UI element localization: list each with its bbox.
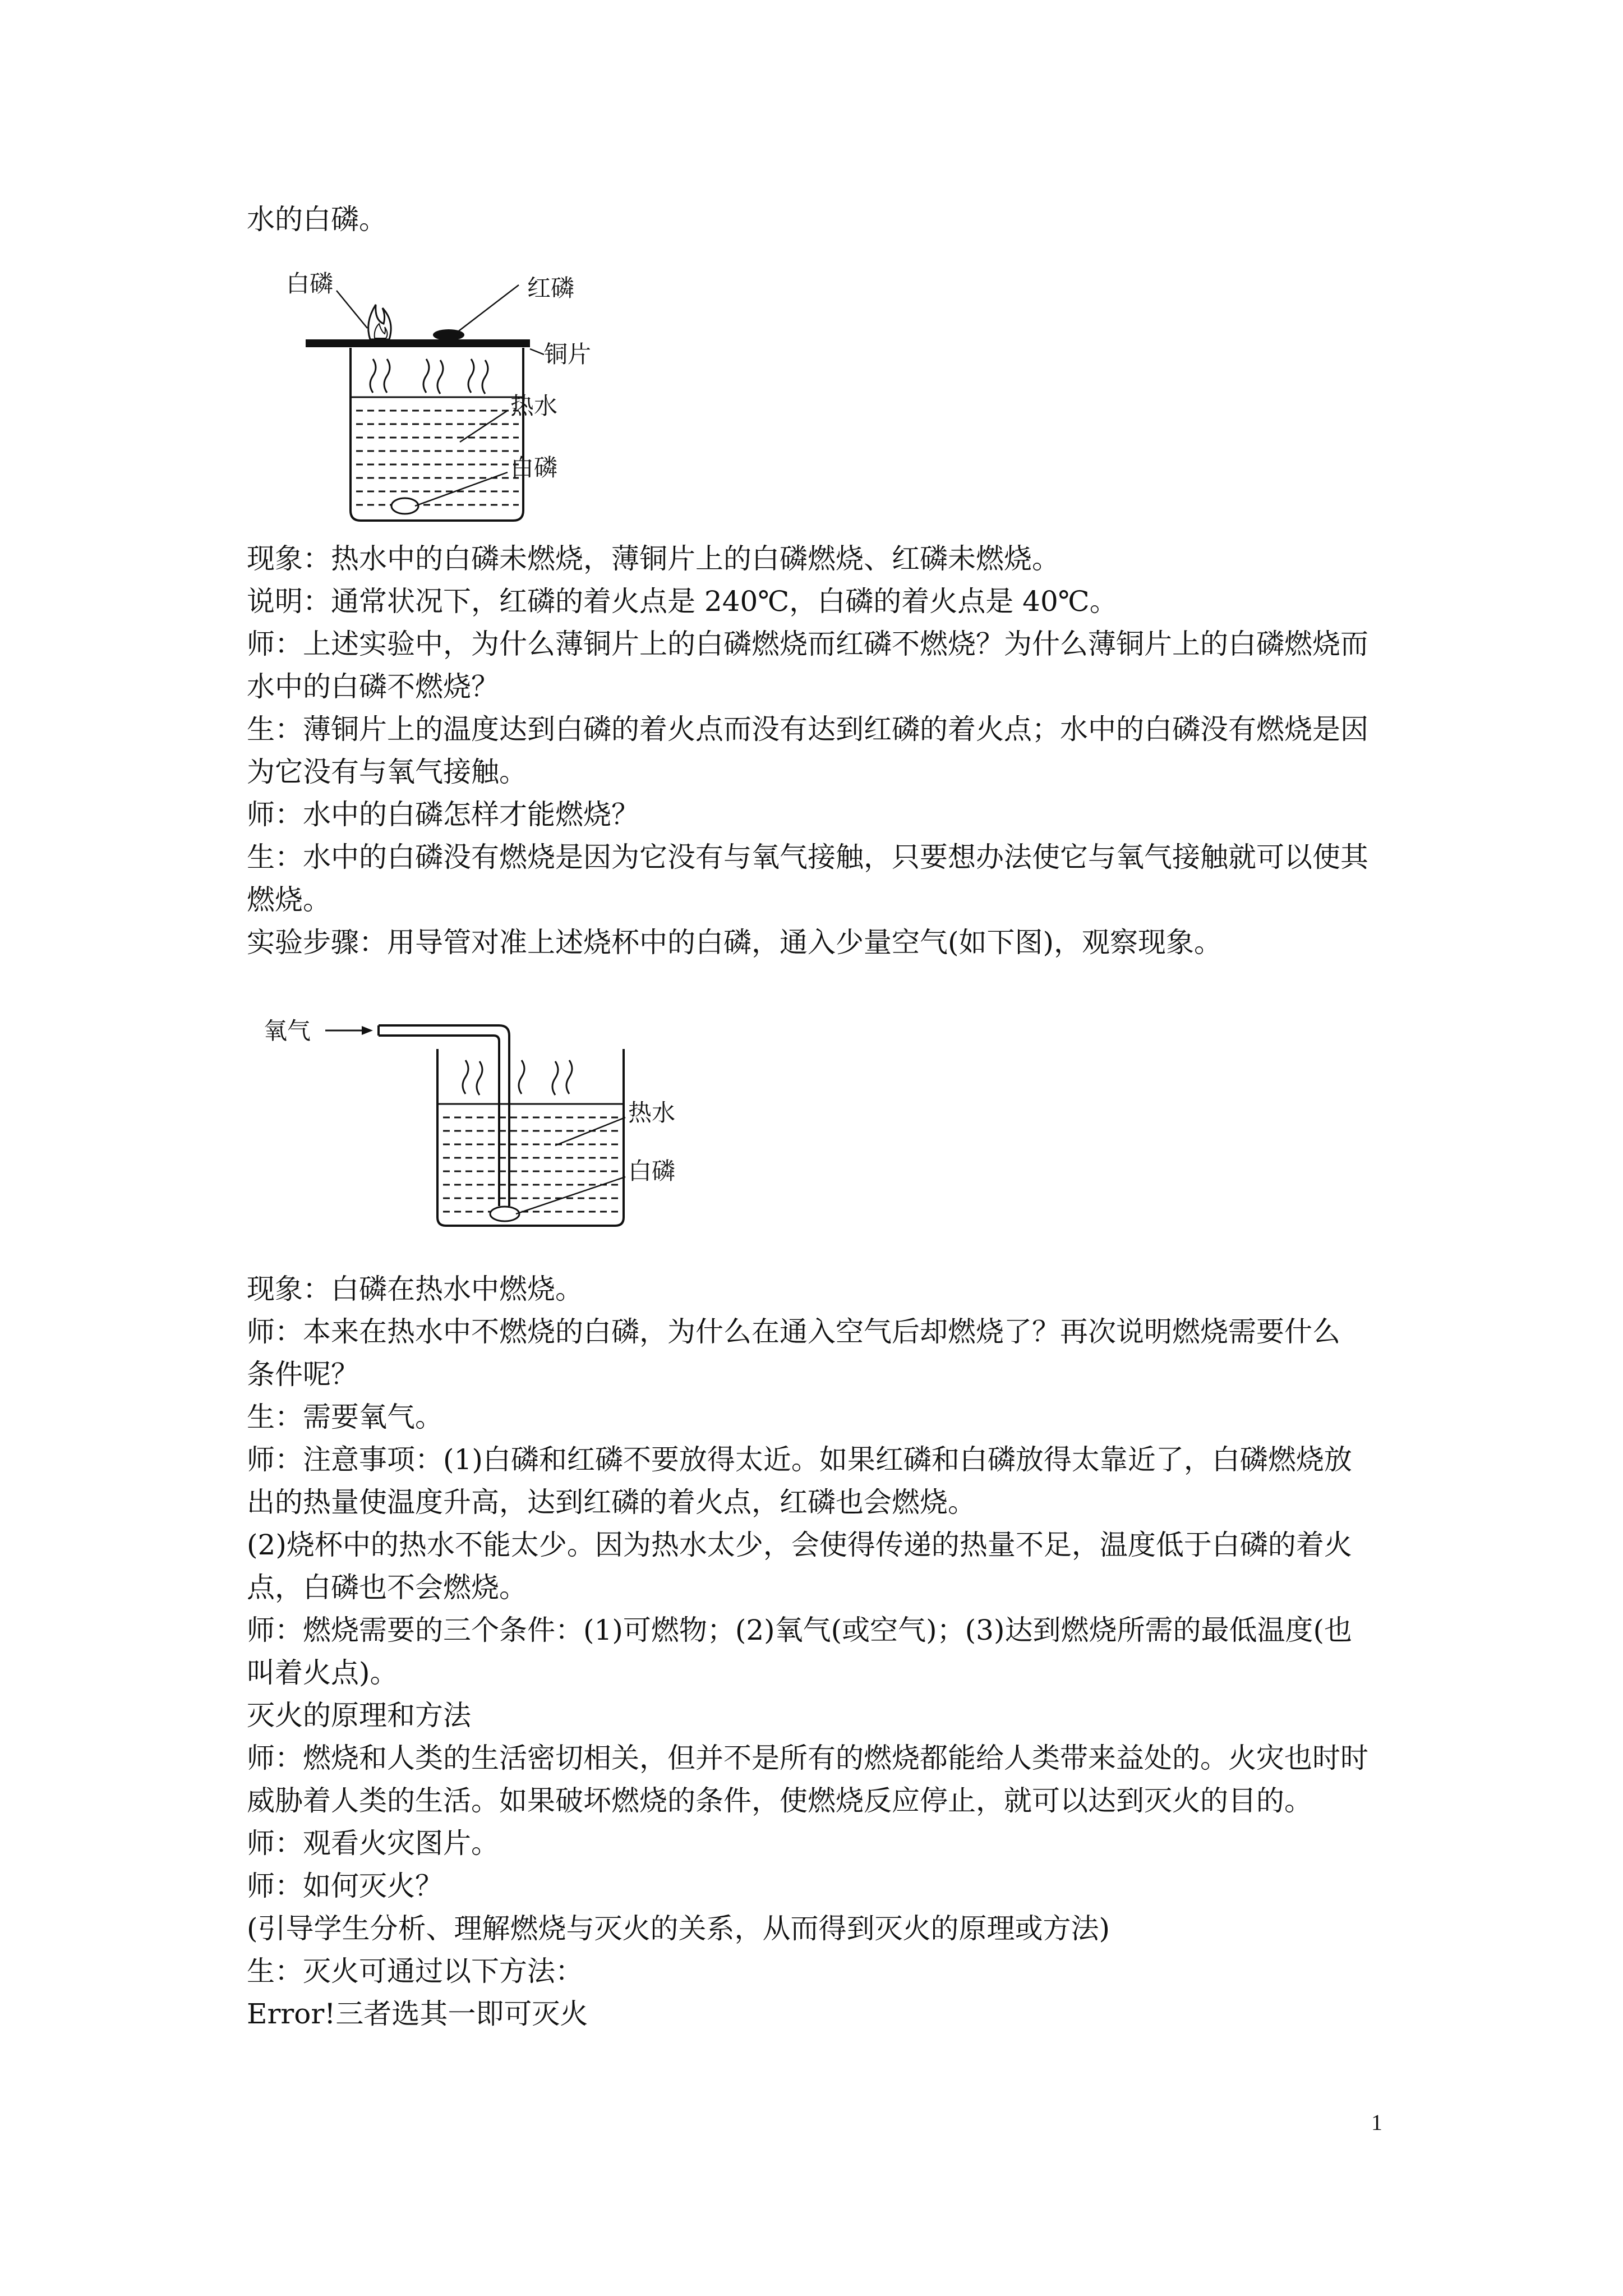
text-line: 师：如何灭火？ (247, 1870, 443, 1902)
text-line: 生：水中的白磷没有燃烧是因为它没有与氧气接触，只要想办法使它与氧气接触就可以使其 (247, 841, 1368, 873)
text-line: 点，白磷也不会燃烧。 (247, 1571, 527, 1604)
text-line: 师：燃烧需要的三个条件：(1)可燃物；(2)氧气(或空气)；(3)达到燃烧所需的最低温度(也 (247, 1614, 1352, 1646)
text-line: 生：需要氧气。 (247, 1401, 443, 1433)
text-line: 说明：通常状况下，红磷的着火点是 240℃，白磷的着火点是 40℃。 (247, 585, 1118, 618)
label-hot-water: 热水 (628, 1099, 676, 1126)
text-line: 师：观看火灾图片。 (247, 1827, 499, 1860)
text-line: 叫着火点)。 (247, 1657, 398, 1689)
text-line: 师：水中的白磷怎样才能燃烧？ (247, 798, 639, 831)
label-white-phosphorus-bottom: 白磷 (510, 454, 558, 481)
text-line: 燃烧。 (247, 884, 331, 916)
label-hot-water: 热水 (510, 392, 558, 420)
page-number: 1 (1371, 2110, 1382, 2135)
text-line: (引导学生分析、理解燃烧与灭火的关系，从而得到灭火的原理或方法) (247, 1912, 1110, 1945)
label-copper-plate: 铜片 (544, 341, 592, 368)
text-line: 师：燃烧和人类的生活密切相关，但并不是所有的燃烧都能给人类带来益处的。火灾也时时 (247, 1742, 1368, 1774)
label-white-phosphorus-top: 白磷 (286, 270, 334, 297)
text-line: 条件呢？ (247, 1358, 359, 1391)
text-line: (2)烧杯中的热水不能太少。因为热水太少，会使得传递的热量不足，温度低于白磷的着火 (247, 1529, 1352, 1561)
text-line: 生：灭火可通过以下方法： (247, 1955, 583, 1987)
oxygen-tube-experiment-figure (258, 999, 684, 1240)
text-line: 出的热量使温度升高，达到红磷的着火点，红磷也会燃烧。 (247, 1486, 976, 1519)
label-red-phosphorus: 红磷 (527, 274, 575, 302)
copper-plate-experiment-figure (280, 264, 628, 533)
text-line: 师：本来在热水中不燃烧的白磷，为什么在通入空气后却燃烧了？再次说明燃烧需要什么 (247, 1315, 1340, 1348)
text-line: 现象：热水中的白磷未燃烧，薄铜片上的白磷燃烧、红磷未燃烧。 (247, 542, 1060, 575)
section-heading: 灭火的原理和方法 (247, 1699, 471, 1732)
text-line: 水的白磷。 (247, 203, 387, 236)
text-line: 威胁着人类的生活。如果破坏燃烧的条件，使燃烧反应停止，就可以达到灭火的目的。 (247, 1784, 1312, 1817)
text-line: 师：注意事项：(1)白磷和红磷不要放得太近。如果红磷和白磷放得太靠近了，白磷燃烧放 (247, 1443, 1352, 1476)
text-line: 实验步骤：用导管对准上述烧杯中的白磷，通入少量空气(如下图)，观察现象。 (247, 926, 1223, 959)
text-line: 师：上述实验中，为什么薄铜片上的白磷燃烧而红磷不燃烧？为什么薄铜片上的白磷燃烧而 (247, 628, 1368, 660)
text-line: 现象：白磷在热水中燃烧。 (247, 1273, 583, 1305)
text-line: 为它没有与氧气接触。 (247, 756, 527, 788)
text-line: 生：薄铜片上的温度达到白磷的着火点而没有达到红磷的着火点；水中的白磷没有燃烧是因 (247, 713, 1368, 746)
text-line: Error!三者选其一即可灭火 (247, 1998, 588, 2030)
label-oxygen: 氧气 (264, 1017, 311, 1045)
text-line: 水中的白磷不燃烧？ (247, 670, 499, 703)
label-white-phosphorus: 白磷 (628, 1157, 676, 1185)
